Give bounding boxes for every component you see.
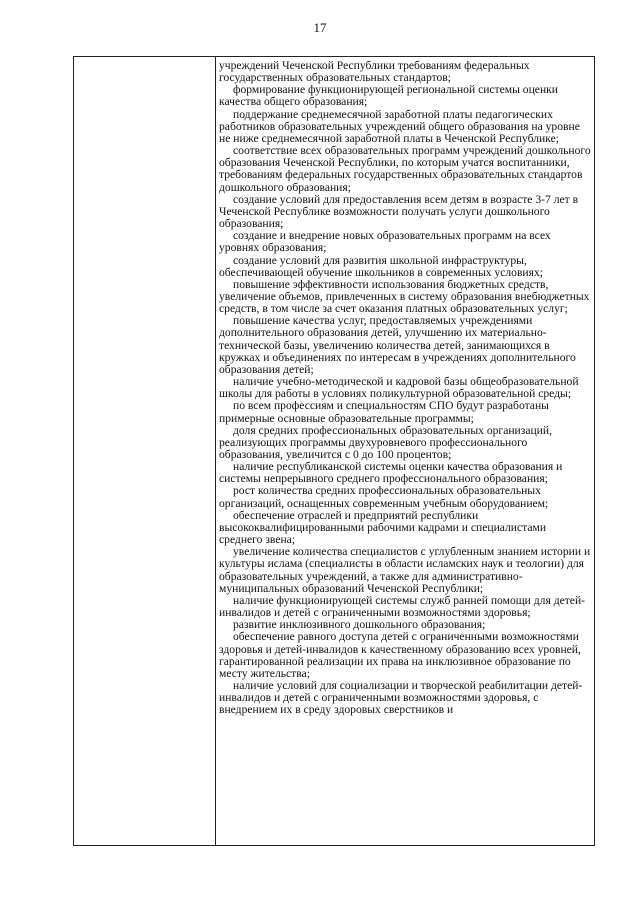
paragraph: повышение качества услуг, предоставляемых учреждениями дополнительного образования детей, улучшению их материально-технической базы, увеличению количества детей, занимающихся в кружках и объединениях по интересам в учреждениях дополнительного образования детей; [219, 314, 576, 376]
paragraph: повышение эффективности использования бюджетных средств, увеличение объемов, привлеченных в систему образования внебюджетных средств, в том числе за счет оказания платных образовательных услуг; [219, 277, 590, 316]
paragraph: наличие функционирующей системы служб ранней помощи для детей-инвалидов и детей с ограниченными возможностями здоровья; [219, 593, 586, 620]
paragraph: создание условий для предоставления всем детям в возрасте 3-7 лет в Чеченской Республике возможности получать услуги дошкольного образования; [219, 192, 579, 231]
paragraph: обеспечение отраслей и предприятий республики высококвалифицированными рабочими кадрами и специалистами среднего звена; [219, 508, 547, 547]
paragraph: увеличение количества специалистов с углубленным знанием истории и культуры ислама (специалисты в области исламских наук и теологии) для образовательных учреждений, а также для административно-муниципальных образований Чеченской Республики; [219, 545, 591, 595]
paragraph: доля средних профессиональных образовательных организаций, реализующих программы двухуровневого профессионального образования, увеличится с 0 до 100 процентов; [219, 423, 552, 461]
paragraph: развитие инклюзивного дошкольного образования; [233, 618, 486, 632]
paragraph: обеспечение равного доступа детей с ограниченными возможностями здоровья и детей-инвалидов к качественному образованию всех уровней, гарантированной реализации их права на инклюзивное образование по месту жительства; [219, 630, 581, 680]
paragraph: наличие республиканской системы оценки качества образования и системы непрерывного среднего профессионального образования; [219, 460, 563, 486]
paragraph: создание и внедрение новых образовательных программ на всех уровнях образования; [219, 229, 551, 255]
table-cell-content [219, 60, 591, 716]
paragraph: учреждений Чеченской Республики требованиям федеральных государственных образовательных стандартов; [219, 59, 530, 85]
paragraph: рост количества средних профессиональных образовательных организаций, оснащенных современным учебным оборудованием; [219, 484, 549, 510]
paragraph: создание условий для развития школьной инфраструктуры, обеспечивающей обучение школьников в современных условиях; [219, 253, 543, 279]
page-number: 17 [313, 20, 327, 35]
paragraph: наличие учебно-методической и кадровой базы общеобразовательной школы для работы в условиях поликультурной образовательной среды; [219, 375, 579, 401]
paragraph: соответствие всех образовательных программ учреждений дошкольного образования Чеченской Республики, по которым учатся воспитанники, требованиям федеральных государственных образовательных стандартов дошкольного образования; [219, 144, 591, 194]
paragraph: по всем профессиям и специальностям СПО будут разработаны примерные основные образовательные программы; [219, 399, 549, 425]
column-divider [215, 57, 216, 845]
paragraph: поддержание среднемесячной заработной платы педагогических работников образовательных учреждений общего образования на уровне не ниже среднемесячной заработной платы в Чеченской Республике; [219, 107, 580, 145]
paragraph: формирование функционирующей региональной системы оценки качества общего образования; [219, 83, 558, 109]
paragraph: наличие условий для социализации и творческой реабилитации детей-инвалидов и детей с ограниченными возможностями здоровья, с внедрением их в среду здоровых сверстников и [219, 678, 583, 717]
document-table [73, 56, 595, 846]
